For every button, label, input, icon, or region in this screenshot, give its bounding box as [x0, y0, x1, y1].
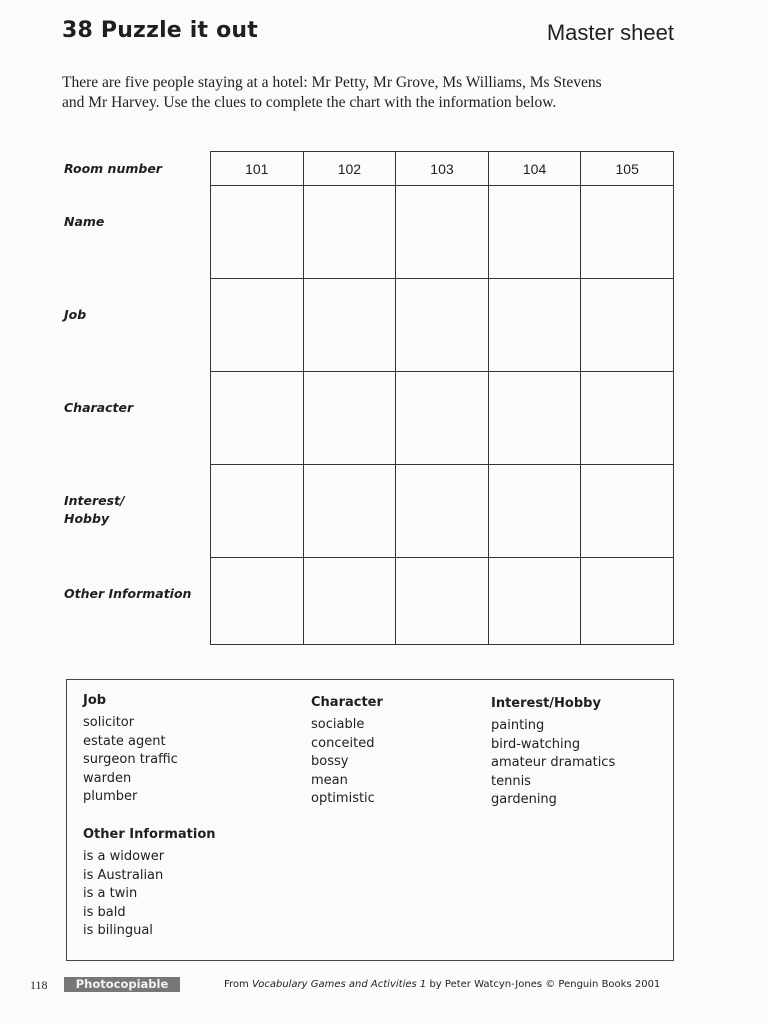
answer-cell[interactable]	[211, 558, 304, 645]
answer-cell[interactable]	[488, 372, 581, 465]
answer-cell[interactable]	[303, 279, 396, 372]
other-information-list	[83, 848, 216, 941]
character-row	[211, 372, 674, 465]
list-item: warden	[83, 770, 132, 786]
answer-cell[interactable]	[581, 186, 674, 279]
list-item: surgeon traffic	[83, 752, 178, 767]
list-item: is bilingual	[83, 923, 153, 938]
row-label-name: Name	[64, 214, 105, 229]
answer-cell[interactable]	[211, 186, 304, 279]
answer-cell[interactable]	[488, 186, 581, 279]
job-column	[83, 693, 178, 807]
answer-cell[interactable]	[303, 465, 396, 558]
interest-hobby-row	[211, 465, 674, 558]
master-sheet-label: Master sheet	[546, 20, 674, 45]
answer-cell[interactable]	[211, 279, 304, 372]
row-label-room-number: Room number	[64, 161, 162, 176]
list-item: is a widower	[83, 849, 165, 864]
answer-cell[interactable]	[303, 372, 396, 465]
room-103-header: 103	[396, 152, 489, 186]
list-item: is Australian	[83, 867, 164, 883]
instructions-paragraph: There are five people staying at a hotel: Mr Petty, Mr Grove, Ms Williams, Ms Stevens and Mr Harvey. Use the clues to complete the chart with the information below.	[62, 74, 602, 111]
interest-hobby-column	[491, 696, 615, 810]
list-item: tennis	[491, 773, 531, 789]
list-item: amateur dramatics	[491, 755, 616, 770]
list-item: gardening	[491, 792, 557, 807]
answer-cell[interactable]	[396, 465, 489, 558]
job-heading: Job	[83, 693, 107, 708]
row-label-job: Job	[64, 307, 87, 322]
photocopiable-badge: Photocopiable	[64, 977, 180, 992]
other-information-column	[83, 827, 216, 941]
answer-cell[interactable]	[488, 558, 581, 645]
list-item: plumber	[83, 789, 138, 804]
answer-cell[interactable]	[488, 465, 581, 558]
source-credit	[224, 979, 660, 990]
credit-suffix: by Peter Watcyn-Jones © Penguin Books 2001	[426, 979, 661, 990]
row-label-interest-line1: Interest/	[64, 493, 125, 508]
other-information-row	[211, 558, 674, 645]
other-information-heading: Other Information	[83, 827, 216, 842]
list-item: mean	[311, 772, 348, 788]
room-104-header: 104	[488, 152, 581, 186]
clue-word-box	[66, 679, 674, 961]
room-105-header: 105	[581, 152, 674, 186]
answer-cell[interactable]	[396, 279, 489, 372]
credit-book-title: Vocabulary Games and Activities 1	[251, 979, 427, 990]
answer-cell[interactable]	[211, 465, 304, 558]
room-101-header: 101	[211, 152, 304, 186]
row-label-interest-hobby	[64, 492, 125, 528]
answer-cell[interactable]	[396, 558, 489, 645]
list-item: bossy	[311, 754, 349, 769]
character-heading: Character	[311, 695, 383, 710]
list-item: sociable	[311, 717, 365, 732]
row-label-character: Character	[64, 400, 134, 415]
answer-cell[interactable]	[581, 372, 674, 465]
list-item: estate agent	[83, 733, 166, 749]
answer-cell[interactable]	[396, 186, 489, 279]
answer-cell[interactable]	[396, 372, 489, 465]
answer-cell[interactable]	[211, 372, 304, 465]
worksheet-title: 38 Puzzle it out	[62, 18, 259, 43]
row-label-interest-line2: Hobby	[64, 511, 110, 526]
character-list	[311, 716, 383, 809]
room-102-header: 102	[303, 152, 396, 186]
answer-cell[interactable]	[303, 186, 396, 279]
answer-cell[interactable]	[303, 558, 396, 645]
room-number-row	[211, 152, 674, 186]
list-item: conceited	[311, 735, 375, 751]
list-item: bird-watching	[491, 736, 581, 752]
row-label-other-information: Other Information	[64, 586, 192, 601]
answer-cell[interactable]	[488, 279, 581, 372]
answer-cell[interactable]	[581, 558, 674, 645]
job-list	[83, 714, 178, 807]
answer-cell[interactable]	[581, 465, 674, 558]
list-item: is a twin	[83, 886, 138, 901]
job-row	[211, 279, 674, 372]
page-number: 118	[30, 978, 48, 992]
puzzle-chart-grid	[210, 151, 674, 645]
answer-cell[interactable]	[581, 279, 674, 372]
interest-hobby-list	[491, 717, 615, 810]
list-item: optimistic	[311, 791, 375, 806]
name-row	[211, 186, 674, 279]
list-item: is bald	[83, 904, 126, 920]
list-item: solicitor	[83, 715, 135, 730]
list-item: painting	[491, 718, 545, 733]
character-column	[311, 695, 383, 809]
credit-prefix: From	[224, 979, 252, 990]
interest-hobby-heading: Interest/Hobby	[491, 696, 601, 711]
